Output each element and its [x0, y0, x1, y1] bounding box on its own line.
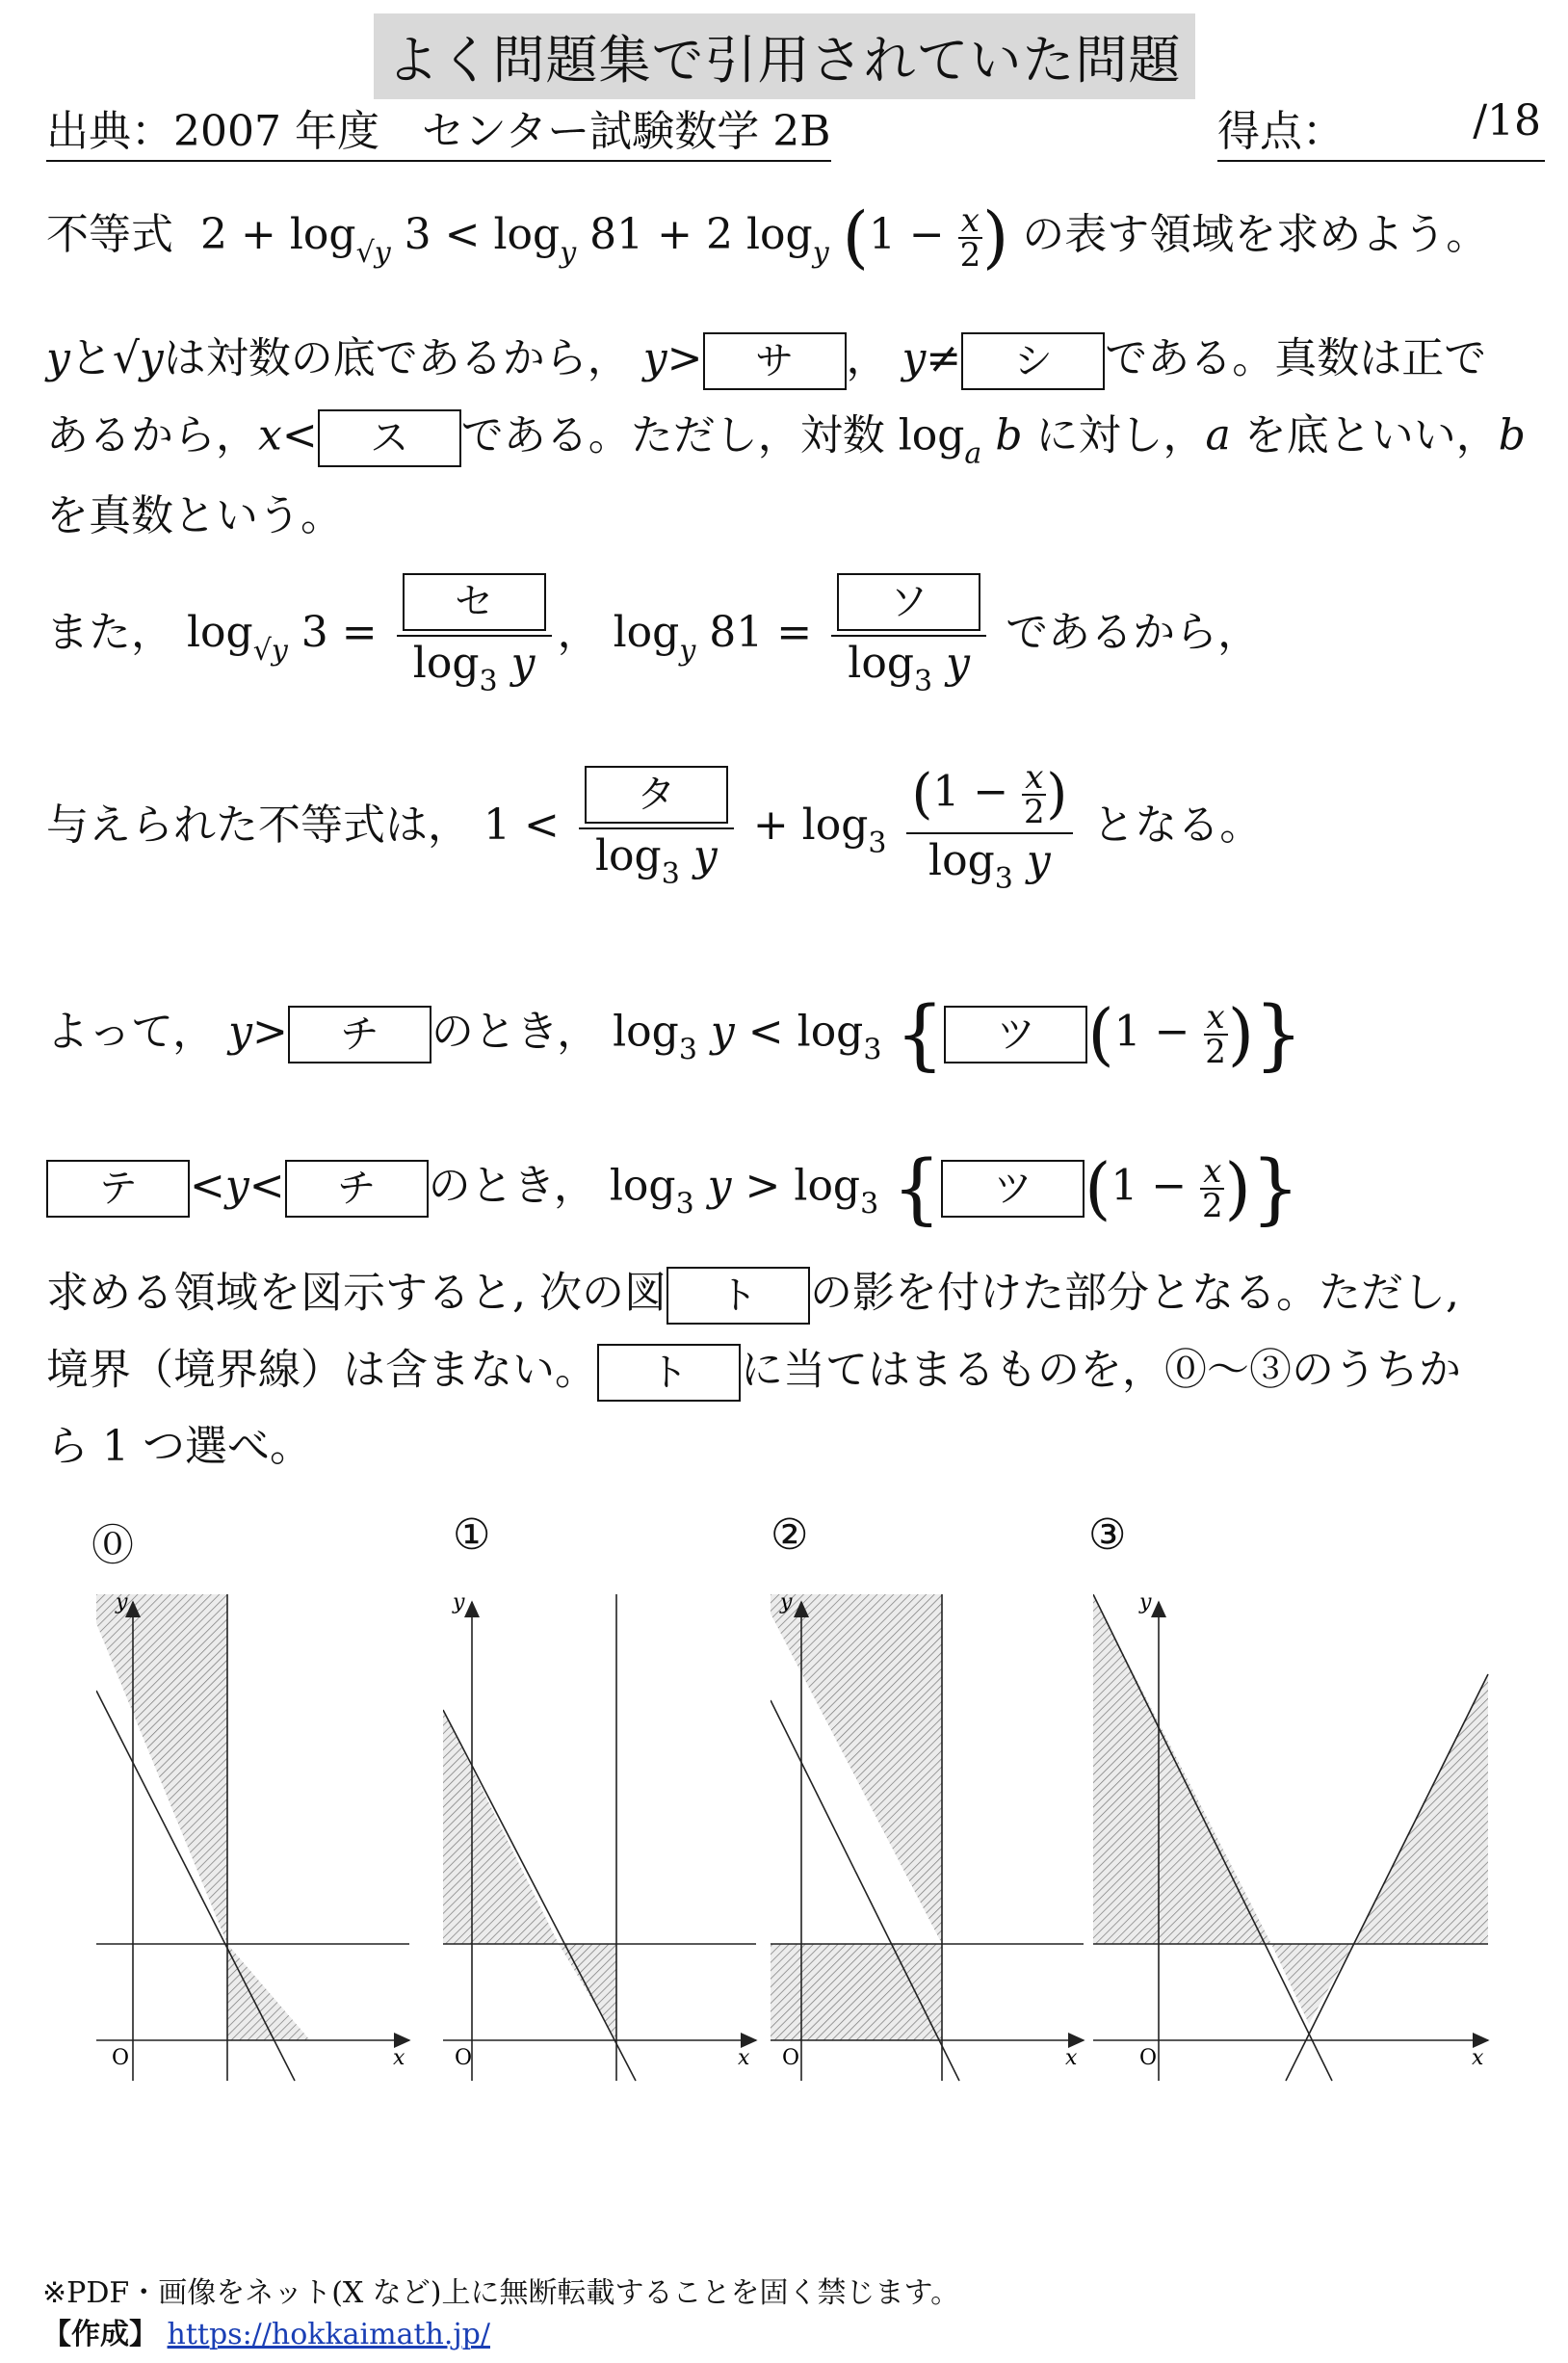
- graph-label-0: ⓪: [91, 1521, 134, 1570]
- y-axis-label: y: [453, 1594, 465, 1615]
- answer-box-to-2[interactable]: ト: [597, 1344, 741, 1402]
- paragraph-9: [46, 1344, 1461, 1402]
- paragraph-10: ら 1 つ選べ。: [46, 1422, 312, 1471]
- paragraph-1: yと√yは対数の底であるから， y> サ ， y≠ シ である。真数は正で: [46, 332, 1486, 390]
- graph-label-1: ①: [453, 1510, 491, 1560]
- paragraph-5: 与えられた不等式は， 1 < $\frac{\text{タ}}{\log_3 y}$ + $\log_3$ (1 − $\frac{x}{2}$ ) $\log_3 y$ となる。: [46, 758, 1263, 896]
- text-ni-taishi: に対し，: [1035, 410, 1206, 460]
- text-tonaru: となる。: [1092, 801, 1263, 850]
- fraction-ta: $\frac{\text{タ}}{\log_3 y}$: [579, 766, 734, 890]
- page-title: よく問題集で引用されていた問題: [374, 13, 1195, 99]
- graph-option-2[interactable]: [771, 1594, 1098, 2095]
- fraction-so: $\frac{\text{ソ}}{\log_3 y}$: [831, 573, 986, 697]
- graph-option-0[interactable]: [96, 1594, 424, 2095]
- origin-label: O: [782, 2046, 800, 2070]
- answer-box-su[interactable]: ス: [318, 409, 461, 467]
- y-axis-label: y: [780, 1594, 793, 1615]
- answer-box-sa[interactable]: サ: [703, 332, 847, 390]
- problem-statement: [46, 197, 1489, 276]
- answer-box-tsu[interactable]: ツ: [944, 1006, 1087, 1063]
- q-post: の表す領域を求めよう。: [1022, 210, 1489, 259]
- text-kage: の影を付けた部分となる。ただし,: [809, 1268, 1459, 1318]
- footer-credit: [42, 2310, 490, 2352]
- text-to: と: [69, 333, 113, 383]
- text-soko: を底といい，: [1243, 410, 1499, 460]
- text-notoki: のとき，: [431, 1007, 600, 1057]
- answer-box-chi-2[interactable]: チ: [285, 1160, 429, 1218]
- text-ataerareta: 与えられた不等式は，: [46, 801, 470, 850]
- text-arukara: あるから，: [46, 410, 258, 460]
- text-atehamaru: に当てはまるものを，⓪～③のうちか: [741, 1345, 1461, 1395]
- footer-notice: ※PDF・画像をネット(X など)上に無断転載することを固く禁じます。: [42, 2276, 960, 2310]
- paragraph-6: よって， y> チ のとき， $\log_3 y < \log_3$ { ツ (1 − $\frac{x}{2}$ )}: [46, 989, 1303, 1079]
- y-axis-label: y: [1139, 1594, 1152, 1615]
- text-mata: また，: [46, 608, 173, 657]
- paragraph-3: を真数という。: [46, 491, 343, 540]
- paragraph-2: あるから，x< ス である。ただし，対数 $\log_a b$ に対し，a を底といい，b: [46, 410, 1526, 471]
- shaded-region: [227, 1944, 310, 2040]
- score-label: 得点：: [1217, 107, 1345, 156]
- text-notoki2: のとき，: [428, 1161, 596, 1211]
- shaded-region: [443, 1710, 559, 1944]
- shaded-region: [771, 1944, 942, 2040]
- paragraph-4: また， $\log_{√y} 3$ = $\frac{\text{セ}}{\log_3 y}$ ， $\log_y 81$ = $\frac{\text{ソ}}{\log_3 y}$ であるから，: [46, 573, 1260, 697]
- y-axis-label: y: [116, 1594, 128, 1615]
- text-motomeru: 求める領域を図示すると, 次の図: [46, 1268, 666, 1318]
- source-line: 出典：2007 年度 センター試験数学 2B: [46, 96, 831, 162]
- paragraph-8: [46, 1267, 1459, 1325]
- text-dearukara: であるから，: [1006, 608, 1261, 657]
- answer-box-to[interactable]: ト: [666, 1267, 810, 1325]
- answer-box-te[interactable]: テ: [46, 1160, 190, 1218]
- text-base: は対数の底であるから，: [163, 333, 630, 383]
- answer-box-chi[interactable]: チ: [288, 1006, 431, 1063]
- answer-box-shi[interactable]: シ: [961, 332, 1105, 390]
- origin-label: O: [112, 2046, 130, 2070]
- shaded-region: [1271, 1944, 1353, 2024]
- x-axis-label: x: [1472, 2046, 1484, 2070]
- text-kyokai: 境界（境界線）は含まない。: [46, 1345, 597, 1395]
- fraction-log: (1 − $\frac{x}{2}$ ) $\log_3 y$: [906, 761, 1074, 895]
- text-comma2: ，: [557, 608, 600, 657]
- graph-option-1[interactable]: [443, 1594, 771, 2095]
- text-comma: ，: [846, 333, 889, 383]
- x-axis-label: x: [738, 2046, 750, 2070]
- shaded-region: [771, 1594, 942, 1944]
- origin-label: O: [1139, 2046, 1158, 2070]
- answer-box-se[interactable]: セ: [403, 573, 546, 631]
- text-de-aru: である。真数は正で: [1105, 333, 1487, 383]
- graph-label-2: ②: [771, 1510, 809, 1560]
- shaded-region: [1093, 1594, 1271, 1944]
- score-field: [1217, 96, 1545, 162]
- answer-box-ta[interactable]: タ: [585, 766, 728, 824]
- answer-box-so[interactable]: ソ: [837, 573, 980, 631]
- paragraph-7: テ <y< チ のとき， $\log_3 y > \log_3$ { ツ (1 − $\frac{x}{2}$ )}: [46, 1146, 1300, 1231]
- inequality: $2 + \log_{√y} 3 < \log_y 81 + 2$ $\log_y (1$ − $\frac{x}{2}$ ): [187, 197, 1009, 276]
- score-total: /18: [1473, 96, 1541, 145]
- shaded-region: [96, 1594, 227, 1944]
- credit-link[interactable]: https://hokkaimath.jp/: [167, 2318, 490, 2351]
- x-axis-label: x: [1065, 2046, 1078, 2070]
- fraction-se: $\frac{\text{セ}}{\log_3 y}$: [397, 573, 552, 697]
- graph-label-3: ③: [1088, 1510, 1127, 1560]
- origin-label: O: [455, 2046, 473, 2070]
- text-yotte: よって，: [46, 1007, 216, 1057]
- graph-option-3[interactable]: [1093, 1594, 1517, 2095]
- credit-label: 【作成】: [42, 2318, 158, 2351]
- x-axis-label: x: [393, 2046, 405, 2070]
- q-pre: 不等式: [46, 210, 173, 259]
- answer-box-tsu-2[interactable]: ツ: [941, 1160, 1085, 1218]
- text-tadashi: である。ただし，対数: [460, 410, 885, 460]
